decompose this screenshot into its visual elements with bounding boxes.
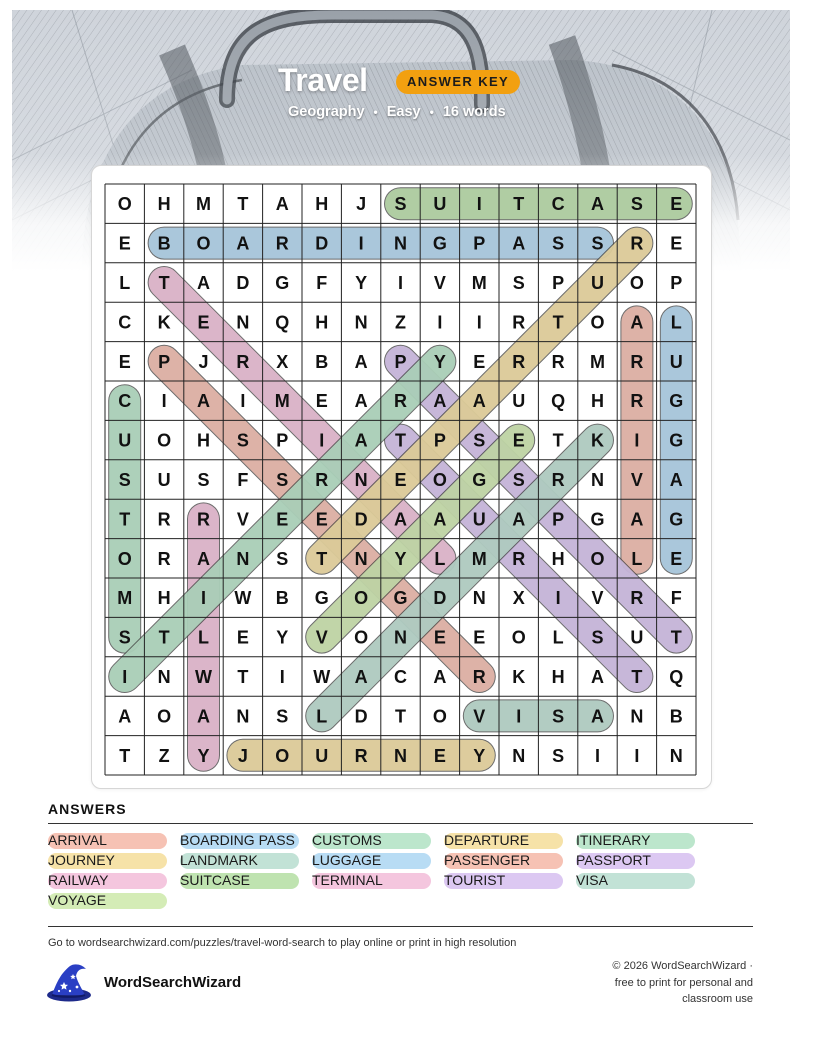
grid-letter: A xyxy=(197,273,210,293)
grid-letter: T xyxy=(513,194,525,215)
grid-letter: R xyxy=(551,470,565,490)
grid-letter: M xyxy=(117,588,133,609)
answer-key-badge: ANSWER KEY xyxy=(396,70,520,94)
grid-letter: S xyxy=(512,273,525,293)
grid-letter: D xyxy=(354,706,368,727)
grid-letter: O xyxy=(157,706,172,727)
grid-letter: S xyxy=(394,194,407,215)
grid-letter: C xyxy=(551,194,565,215)
grid-letter: Z xyxy=(158,745,170,766)
grid-letter: K xyxy=(157,312,171,333)
grid-letter: A xyxy=(354,391,368,412)
grid-letter: X xyxy=(276,351,289,372)
grid-letter: E xyxy=(473,351,486,372)
grid-letter: S xyxy=(552,706,565,727)
grid-letter: T xyxy=(395,706,406,727)
grid-letter: P xyxy=(552,509,565,530)
grid-letter: O xyxy=(196,233,211,254)
grid-letter: T xyxy=(670,627,682,648)
grid-letter: H xyxy=(197,430,210,451)
grid-letter: M xyxy=(274,391,290,412)
answer-word xyxy=(48,832,107,849)
grid-letter: R xyxy=(512,548,526,569)
answers-divider xyxy=(48,823,753,824)
grid-letter: A xyxy=(472,391,486,412)
copyright-text xyxy=(553,958,753,1008)
grid-letter: V xyxy=(630,470,643,490)
grid-letter: S xyxy=(276,548,289,569)
grid-letter: O xyxy=(629,273,644,293)
grid-letter: A xyxy=(354,430,368,451)
grid-letter: I xyxy=(476,312,482,333)
grid-letter: T xyxy=(395,430,406,451)
grid-letter: G xyxy=(472,470,487,490)
grid-letter: I xyxy=(555,588,561,609)
grid-letter: N xyxy=(354,312,368,333)
grid-letter: S xyxy=(552,233,565,254)
grid-letter: E xyxy=(433,627,446,648)
answer-word xyxy=(576,872,608,889)
grid-letter: O xyxy=(511,627,526,648)
grid-letter: A xyxy=(197,706,210,727)
grid-letter: L xyxy=(316,706,328,727)
grid-letter: E xyxy=(473,627,486,648)
grid-letter: E xyxy=(276,509,289,530)
grid-letter: R xyxy=(394,391,407,412)
answer-word-label: LUGGAGE xyxy=(312,852,382,868)
grid-letter: C xyxy=(394,667,407,687)
grid-letter: L xyxy=(198,627,209,648)
grid-letter: E xyxy=(512,430,525,451)
grid-letter: I xyxy=(437,312,443,333)
grid-letter: U xyxy=(157,470,171,490)
grid-letter: I xyxy=(122,667,128,687)
grid-letter: K xyxy=(591,430,604,451)
grid-letter: W xyxy=(313,667,331,687)
grid-letter: A xyxy=(630,312,644,333)
grid-letter: A xyxy=(591,706,604,727)
grid-letter: Y xyxy=(197,745,210,766)
grid-letter: N xyxy=(512,745,526,766)
grid-letter: U xyxy=(669,351,683,372)
puzzle-meta xyxy=(288,104,506,120)
grid-letter: P xyxy=(276,430,289,451)
grid-letter: P xyxy=(670,273,683,293)
grid-letter: K xyxy=(512,667,526,687)
grid-letter: A xyxy=(118,706,132,727)
grid-letter: T xyxy=(158,273,170,293)
grid-letter: S xyxy=(591,627,604,648)
grid-letter: V xyxy=(433,273,446,293)
grid-letter: R xyxy=(236,351,250,372)
grid-letter: P xyxy=(552,273,565,293)
grid-letter: W xyxy=(195,667,212,687)
grid-letter: S xyxy=(473,430,486,451)
answer-word xyxy=(48,872,108,889)
grid-letter: Y xyxy=(433,351,446,372)
grid-letter: E xyxy=(236,627,249,648)
grid-letter: T xyxy=(552,312,564,333)
grid-letter: U xyxy=(591,273,604,293)
grid-letter: G xyxy=(275,273,290,293)
grid-letter: I xyxy=(358,233,364,254)
grid-letter: B xyxy=(315,351,329,372)
answer-word xyxy=(312,832,382,849)
grid-letter: O xyxy=(354,627,369,648)
grid-letter: E xyxy=(315,391,328,412)
grid-letter: R xyxy=(630,351,644,372)
answer-word-label: ARRIVAL xyxy=(48,832,107,848)
answer-word xyxy=(180,852,258,869)
grid-letter: T xyxy=(158,627,170,648)
grid-letter: G xyxy=(590,509,605,530)
meta-difficulty: Easy xyxy=(386,104,421,120)
grid-letter: A xyxy=(512,509,526,530)
answer-word xyxy=(48,892,106,909)
grid-letter: U xyxy=(512,391,526,412)
grid-letter: S xyxy=(630,194,643,215)
answer-word-label: VOYAGE xyxy=(48,892,107,908)
grid-letter: N xyxy=(354,548,368,569)
grid-letter: H xyxy=(157,588,171,609)
grid-letter: O xyxy=(354,588,369,609)
grid-letter: L xyxy=(631,548,643,569)
answer-word xyxy=(180,832,295,849)
grid-letter: S xyxy=(552,745,565,766)
grid-letter: R xyxy=(275,233,289,254)
grid-letter: N xyxy=(236,312,250,333)
grid-letter: A xyxy=(197,548,210,569)
grid-letter: O xyxy=(275,745,290,766)
grid-letter: G xyxy=(393,588,408,609)
answer-word xyxy=(444,872,505,889)
grid-letter: N xyxy=(236,548,250,569)
grid-letter: U xyxy=(433,194,447,215)
grid-letter: A xyxy=(630,509,644,530)
grid-letter: H xyxy=(591,391,604,412)
grid-letter: H xyxy=(551,548,565,569)
grid-letter: V xyxy=(473,706,486,727)
grid-letter: A xyxy=(197,391,210,412)
wizard-hat-icon xyxy=(44,962,94,1004)
footer-divider xyxy=(48,926,753,927)
grid-letter: O xyxy=(590,312,605,333)
grid-letter: D xyxy=(433,588,447,609)
grid-letter: V xyxy=(591,588,604,609)
grid-letter: R xyxy=(157,509,171,530)
answer-word-label: ITINERARY xyxy=(576,832,651,848)
grid-letter: T xyxy=(316,548,328,569)
answer-word-label: PASSPORT xyxy=(576,852,651,868)
answer-word xyxy=(576,832,650,849)
answer-word-label: BOARDING PASS xyxy=(180,832,295,848)
grid-letter: G xyxy=(669,430,684,451)
grid-letter: H xyxy=(157,194,171,215)
grid-letter: E xyxy=(118,351,131,372)
grid-letter: E xyxy=(315,509,328,530)
meta-separator: • xyxy=(429,105,434,119)
grid-letter: F xyxy=(237,470,249,490)
grid-letter: D xyxy=(354,509,368,530)
grid-letter: P xyxy=(394,351,407,372)
grid-letter: O xyxy=(117,194,132,215)
grid-letter: Z xyxy=(395,312,406,333)
letter-grid xyxy=(92,166,711,788)
grid-letter: N xyxy=(630,706,644,727)
answer-word-label: CUSTOMS xyxy=(312,832,382,848)
grid-letter: T xyxy=(552,430,564,451)
grid-letter: Y xyxy=(276,627,289,648)
grid-letter: R xyxy=(512,351,526,372)
grid-letter: A xyxy=(275,194,289,215)
grid-letter: P xyxy=(433,430,446,451)
grid-letter: S xyxy=(591,233,604,254)
answer-word xyxy=(576,852,651,869)
grid-letter: M xyxy=(471,548,487,569)
grid-letter: L xyxy=(119,273,131,293)
grid-letter: A xyxy=(512,233,526,254)
grid-letter: W xyxy=(234,588,252,609)
grid-letter: F xyxy=(316,273,328,293)
grid-letter: Q xyxy=(669,667,684,687)
grid-letter: O xyxy=(117,548,132,569)
grid-letter: I xyxy=(279,667,285,687)
grid-letter: Y xyxy=(394,548,407,569)
grid-letter: O xyxy=(157,430,172,451)
grid-letter: T xyxy=(237,194,249,215)
grid-letter: O xyxy=(432,470,447,490)
grid-letter: S xyxy=(276,470,289,490)
grid-letter: C xyxy=(118,312,132,333)
grid-letter: Y xyxy=(355,273,368,293)
grid-letter: X xyxy=(512,588,525,609)
grid-letter: N xyxy=(472,588,486,609)
grid-letter: R xyxy=(630,233,644,254)
grid-letter: A xyxy=(433,667,447,687)
grid-letter: M xyxy=(590,351,605,372)
grid-letter: M xyxy=(196,194,211,215)
grid-letter: D xyxy=(315,233,329,254)
copyright-line: free to print for personal and xyxy=(614,976,753,989)
grid-letter: N xyxy=(669,745,683,766)
answer-word xyxy=(444,832,529,849)
grid-letter: R xyxy=(551,351,565,372)
grid-letter: N xyxy=(157,667,171,687)
grid-letter: R xyxy=(512,312,526,333)
grid-letter: L xyxy=(670,312,682,333)
grid-letter: I xyxy=(319,430,325,451)
grid-letter: P xyxy=(158,351,171,372)
grid-letter: L xyxy=(552,627,564,648)
grid-letter: R xyxy=(472,667,486,687)
answer-word-label: PASSENGER xyxy=(444,852,531,868)
grid-letter: Q xyxy=(275,312,290,333)
grid-letter: F xyxy=(670,588,682,609)
puzzle-card xyxy=(91,165,712,789)
grid-letter: T xyxy=(237,667,249,687)
footer-link-text[interactable]: Go to wordsearchwizard.com/puzzles/travel-word-search to play online or print in high resolution xyxy=(48,937,517,949)
answer-word-label: VISA xyxy=(576,872,608,888)
grid-letter: N xyxy=(394,745,407,766)
grid-letter: E xyxy=(394,470,407,490)
answer-word-label: JOURNEY xyxy=(48,852,115,868)
answer-word xyxy=(48,852,115,869)
grid-letter: B xyxy=(275,588,289,609)
grid-letter: S xyxy=(118,627,131,648)
grid-letter: L xyxy=(434,548,446,569)
grid-letter: B xyxy=(669,706,683,727)
grid-letter: B xyxy=(157,233,171,254)
grid-letter: O xyxy=(590,548,605,569)
grid-letter: G xyxy=(432,233,447,254)
grid-letter: I xyxy=(397,273,404,293)
brand-name: WordSearchWizard xyxy=(104,974,242,991)
grid-letter: A xyxy=(354,351,368,372)
grid-letter: R xyxy=(157,548,171,569)
grid-letter: I xyxy=(240,391,246,412)
grid-letter: I xyxy=(634,430,640,451)
answer-word-label: DEPARTURE xyxy=(444,832,530,848)
grid-letter: A xyxy=(354,667,368,687)
meta-word-count: 16 words xyxy=(442,104,506,120)
grid-letter: E xyxy=(670,194,683,215)
grid-letter: N xyxy=(394,233,407,254)
grid-letter: T xyxy=(119,745,131,766)
grid-letter: E xyxy=(433,745,446,766)
answer-word xyxy=(180,872,250,889)
grid-letter: D xyxy=(236,273,250,293)
grid-letter: R xyxy=(354,745,368,766)
grid-letter: I xyxy=(516,706,522,727)
grid-letter: A xyxy=(669,470,683,490)
grid-letter: Q xyxy=(551,391,566,412)
grid-letter: R xyxy=(197,509,210,530)
grid-letter: S xyxy=(197,470,210,490)
answer-word xyxy=(312,872,383,889)
answer-word-label: SUITCASE xyxy=(180,872,251,888)
grid-letter: S xyxy=(276,706,289,727)
grid-letter: E xyxy=(197,312,210,333)
grid-letter: H xyxy=(551,667,565,687)
grid-letter: E xyxy=(670,548,683,569)
meta-category: Geography xyxy=(288,104,365,120)
answer-word-label: LANDMARK xyxy=(180,852,258,868)
grid-letter: S xyxy=(512,470,525,490)
grid-letter: T xyxy=(119,509,131,530)
grid-letter: J xyxy=(356,194,367,215)
grid-letter: H xyxy=(315,194,329,215)
grid-letter: U xyxy=(315,745,329,766)
answer-word-label: RAILWAY xyxy=(48,872,109,888)
grid-letter: T xyxy=(631,667,643,687)
grid-letter: I xyxy=(634,745,640,766)
copyright-line: © 2026 WordSearchWizard · xyxy=(612,960,753,972)
grid-letter: E xyxy=(118,233,131,254)
grid-letter: C xyxy=(118,391,132,412)
grid-letter: S xyxy=(236,430,249,451)
grid-letter: H xyxy=(315,312,329,333)
grid-letter: G xyxy=(314,588,329,609)
grid-letter: I xyxy=(476,194,482,215)
grid-letter: V xyxy=(315,627,328,648)
copyright-line: classroom use xyxy=(682,993,753,1005)
grid-letter: N xyxy=(236,706,250,727)
grid-letter: I xyxy=(161,391,167,412)
grid-letter: U xyxy=(630,627,644,648)
grid-letter: G xyxy=(669,391,684,412)
grid-letter: Y xyxy=(473,745,486,766)
grid-letter: V xyxy=(236,509,249,530)
grid-letter: I xyxy=(594,745,601,766)
grid-letter: A xyxy=(591,194,604,215)
answer-word-label: TERMINAL xyxy=(312,872,383,888)
grid-letter: P xyxy=(473,233,486,254)
grid-letter: A xyxy=(236,233,250,254)
grid-letter: R xyxy=(630,588,644,609)
grid-letter: O xyxy=(432,706,447,727)
grid-letter: R xyxy=(315,470,329,490)
grid-letter: N xyxy=(394,627,407,648)
grid-letter: S xyxy=(118,470,131,490)
answer-word xyxy=(312,852,381,869)
grid-letter: N xyxy=(591,470,604,490)
grid-letter: A xyxy=(591,667,604,687)
answer-word xyxy=(444,852,530,869)
grid-letter: M xyxy=(471,273,487,293)
grid-letter: J xyxy=(198,351,209,372)
grid-letter: N xyxy=(354,470,368,490)
meta-separator: • xyxy=(373,105,378,119)
grid-letter: U xyxy=(118,430,132,451)
answers-heading: ANSWERS xyxy=(48,801,127,817)
grid-letter: J xyxy=(237,745,248,766)
answer-word-label: TOURIST xyxy=(444,872,506,888)
grid-letter: I xyxy=(200,588,207,609)
grid-letter: R xyxy=(630,391,644,412)
grid-letter: E xyxy=(670,233,683,254)
grid-letter: A xyxy=(433,391,447,412)
grid-letter: A xyxy=(394,509,407,530)
grid-letter: U xyxy=(472,509,486,530)
page-title: Travel xyxy=(278,62,368,98)
grid-letter: G xyxy=(669,509,684,530)
grid-letter: A xyxy=(433,509,447,530)
